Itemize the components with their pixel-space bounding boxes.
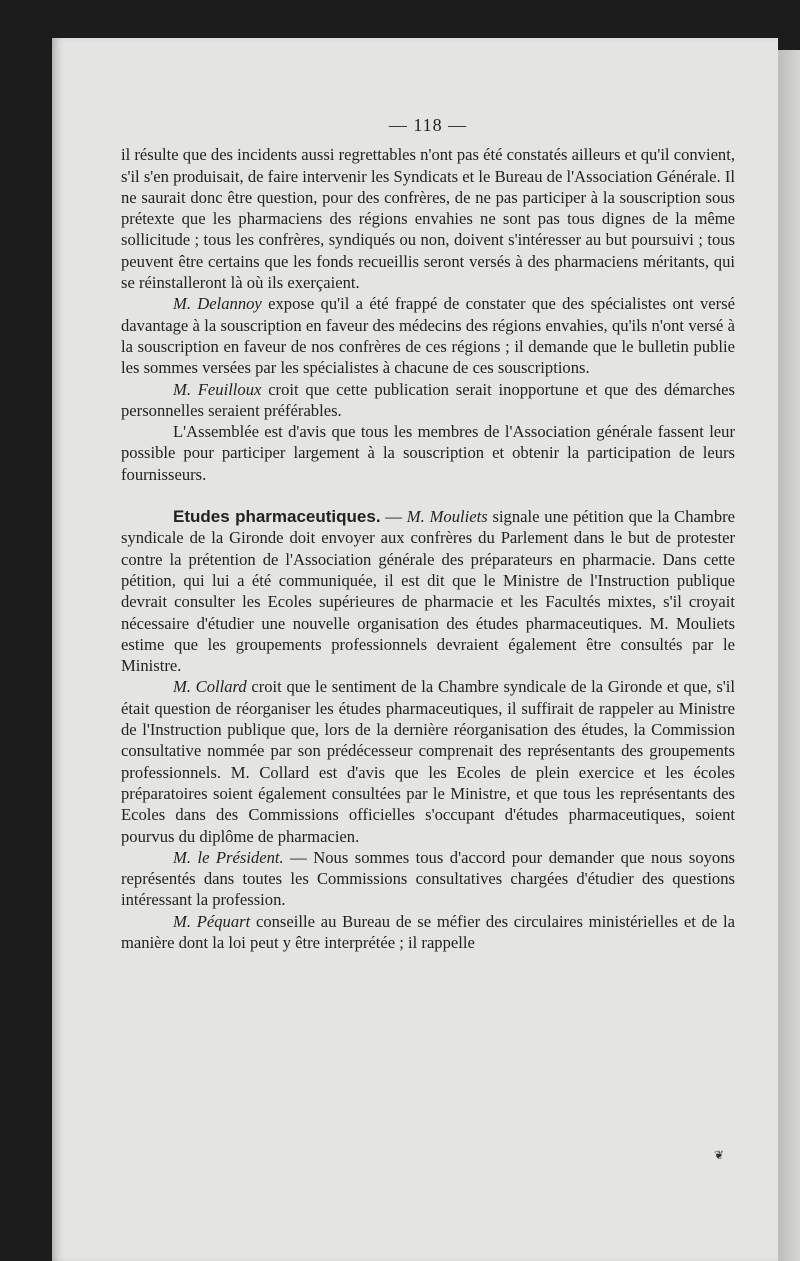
- paragraph-4: L'Assemblée est d'avis que tous les membres de l'Association générale fassent leur possible pour participer largement à la souscription et obtenir la participation de leurs fournisseurs.: [121, 422, 735, 484]
- paragraph-1: il résulte que des incidents aussi regrettables n'ont pas été constatés ailleurs et qu'il convient, s'il s'en produisait, de faire intervenir les Syndicats et le Bureau de l'Association Générale. Il ne saurait donc être question, pour des confrères, de ne pas participer à la souscription sous prétexte que les pharmaciens des régions envahies ne sont pas tous dignes de la même sollicitude ; tous les confrères, syndiqués ou non, doivent s'intéresser au but poursuivi ; tous peuvent être certains que les fonds recueillis seront versés à des pharmaciens méritants, qui se réinstalleront là où ils exerçaient.: [121, 145, 735, 293]
- speaker-name: M. Collard: [173, 677, 247, 697]
- speaker-name: M. Delannoy: [173, 294, 262, 314]
- page-edge: [778, 50, 800, 1261]
- speaker-name: M. Feuilloux: [173, 379, 262, 399]
- speaker-name: M. le Président.: [173, 847, 284, 867]
- speaker-name: M. Mouliets: [406, 507, 488, 527]
- page-number: — 118 —: [388, 115, 468, 135]
- section-paragraph-2: M. Collard croit que le sentiment de la Chambre syndicale de la Gironde et que, s'il était question de réorganiser les études pharmaceutiques, il suffirait de rappeler au Ministre de l'Instruction publique que, lors de la dernière réorganisation des études, la Commission consultative nommée par son prédécesseur comprenait des représentants des groupements professionnels. M. Collard est d'avis que les Ecoles de plein exercice et les écoles préparatoires soient également consultées par le Ministre, et que tous les représentants des Ecoles dans des Commissions officielles s'occupant d'études pharmaceutiques, soient pourvus du diplôme de pharmacien.: [121, 677, 735, 846]
- page-text: [121, 115, 735, 953]
- paragraph-2: M. Delannoy expose qu'il a été frappé de constater que des spécialistes ont versé davantage à la souscription en faveur des médecins des régions envahies, qu'ils n'ont versé à la souscription en faveur de nos confrères de ces régions ; il demande que le bulletin publie les sommes versées par les spécialistes à chacune de ces souscriptions.: [121, 294, 735, 378]
- section-gap: [121, 485, 735, 506]
- section-heading: Etudes pharmaceutiques.: [173, 507, 381, 527]
- section-paragraph-1: Etudes pharmaceutiques. — M. Mouliets signale une pétition que la Chambre syndicale de la Gironde doit envoyer aux confrères du Parlement dans le but de protester contre la prétention de l'Association générale des préparateurs en pharmacie. Dans cette pétition, qui lui a été communiquée, il est dit que le Ministre de l'Instruction publique devrait consulter les Ecoles supérieures de pharmacie et les Facultés mixtes, s'il croyait nécessaire d'étudier une nouvelle organisation des études pharmaceutiques. M. Mouliets estime que les groupements professionnels devraient également être consultés par le Ministre.: [121, 507, 736, 676]
- ornament-icon: ❦: [714, 1148, 725, 1162]
- paragraph-3: M. Feuilloux croit que cette publication serait inopportune et que des démarches personnelles seraient préférables.: [121, 379, 735, 420]
- section-paragraph-4: M. Péquart conseille au Bureau de se méfier des circulaires ministérielles et de la manière dont la loi peut y être interprétée ; il rappelle: [121, 911, 735, 952]
- section-paragraph-3: M. le Président. — Nous sommes tous d'accord pour demander que nous soyons représentés dans toutes les Commissions consultatives chargées d'étudier des questions intéressant la profession.: [121, 847, 735, 910]
- speaker-name: M. Péquart: [173, 911, 251, 931]
